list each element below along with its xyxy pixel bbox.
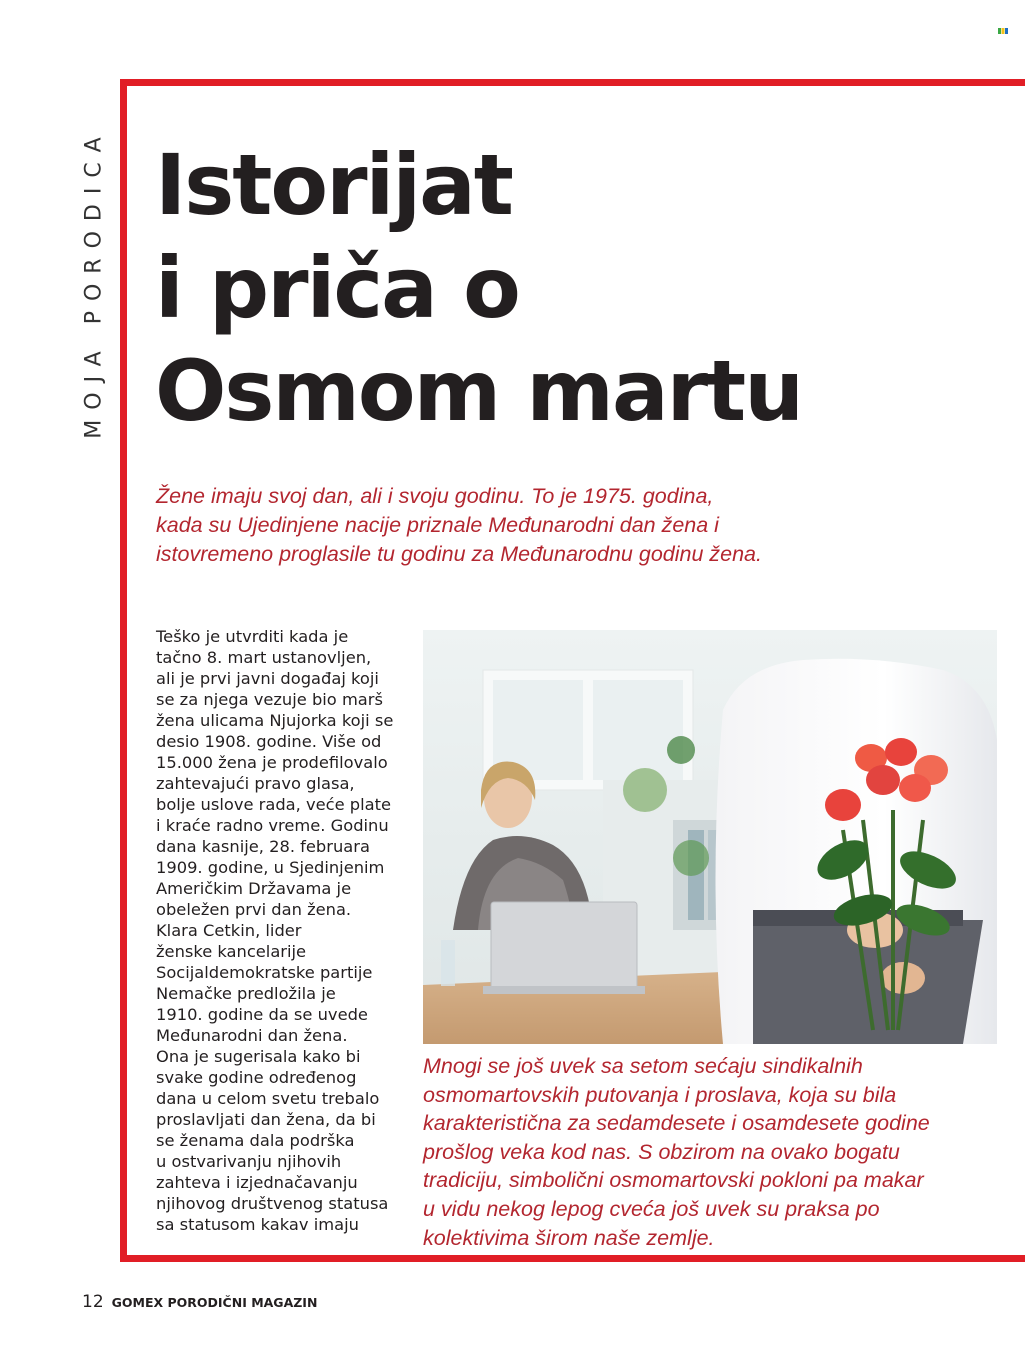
photo-caption (423, 1052, 1013, 1252)
lead-line: Žene imaju svoj dan, ali i svoju godinu. To je 1975. godina, (156, 484, 714, 508)
body-line: u ostvarivanju njihovih (156, 1152, 342, 1171)
caption-line: u vidu nekog lepog cveća još uvek su praksa po (423, 1196, 880, 1221)
body-line: njihovog društvenog statusa (156, 1194, 389, 1213)
body-line: desio 1908. godine. Više od (156, 732, 382, 751)
caption-line: prošlog veka kod nas. S obzirom na ovako bogatu (423, 1139, 900, 1164)
office-roses-image (423, 630, 997, 1044)
caption-line: tradiciju, simbolični osmomartovski pokloni pa makar (423, 1168, 924, 1193)
body-line: i kraće radno vreme. Godinu (156, 816, 389, 835)
body-line: proslavljati dan žena, da bi (156, 1110, 376, 1129)
page-number: 12 (82, 1292, 104, 1312)
caption-line: karakteristična za sedamdesete i osamdesete godine (423, 1111, 930, 1136)
lead-paragraph (156, 482, 976, 569)
body-line: Socijaldemokratske partije (156, 963, 373, 982)
body-line: svake godine određenog (156, 1068, 357, 1087)
body-line: zahteva i izjednačavanju (156, 1173, 358, 1192)
section-label: MOJA PORODICA (81, 127, 107, 439)
lead-line: istovremeno proglasile tu godinu za Međunarodnu godinu žena. (156, 542, 762, 566)
body-line: dana u celom svetu trebalo (156, 1089, 380, 1108)
body-text (156, 626, 406, 1235)
magazine-name: GOMEX PORODIČNI MAGAZIN (111, 1295, 318, 1310)
body-line: 15.000 žena je prodefilovalo (156, 753, 388, 772)
body-line: ali je prvi javni događaj koji (156, 669, 379, 688)
body-line: obeležen prvi dan žena. (156, 900, 352, 919)
body-line: dana kasnije, 28. februara (156, 837, 370, 856)
body-line: Međunarodni dan žena. (156, 1026, 348, 1045)
caption-line: osmomartovskih putovanja i proslava, koja su bila (423, 1082, 897, 1107)
body-line: Nemačke predložila je (156, 984, 336, 1003)
article-photo (423, 630, 997, 1044)
body-line: Klara Cetkin, lider (156, 921, 302, 940)
body-line: se za njega vezuje bio marš (156, 690, 383, 709)
body-line: 1910. godine da se uvede (156, 1005, 368, 1024)
lead-line: kada su Ujedinjene nacije priznale Međunarodni dan žena i (156, 513, 719, 537)
title-line: Osmom martu (155, 342, 803, 440)
body-line: zahtevajući pravo glasa, (156, 774, 355, 793)
body-line: bolje uslove rada, veće plate (156, 795, 392, 814)
body-line: tačno 8. mart ustanovljen, (156, 648, 372, 667)
article-title (155, 134, 995, 443)
body-line: Američkim Državama je (156, 879, 352, 898)
body-line: žena ulicama Njujorka koji se (156, 711, 394, 730)
body-line: 1909. godine, u Sjedinjenim (156, 858, 385, 877)
body-line: Ona je sugerisala kako bi (156, 1047, 361, 1066)
title-line: Istorijat (155, 136, 512, 234)
page-footer (82, 1292, 317, 1312)
body-line: Teško je utvrditi kada je (156, 627, 349, 646)
body-line: se ženama dala podrška (156, 1131, 355, 1150)
caption-line: kolektivima širom naše zemlje. (423, 1225, 715, 1250)
body-line: ženske kancelarije (156, 942, 307, 961)
title-line: i priča o (155, 239, 519, 337)
color-mark-icon (998, 28, 1008, 34)
caption-line: Mnogi se još uvek sa setom sećaju sindikalnih (423, 1054, 863, 1078)
body-line: sa statusom kakav imaju (156, 1215, 359, 1234)
